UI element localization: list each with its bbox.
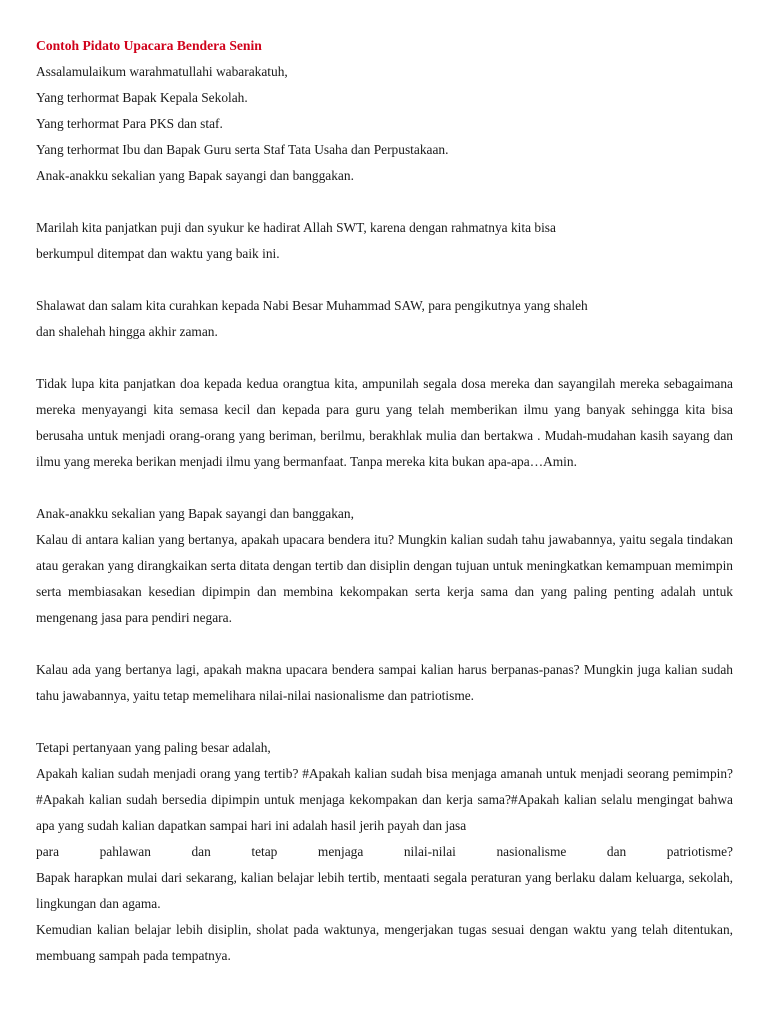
paragraph-gap bbox=[36, 345, 733, 371]
praise-block bbox=[36, 215, 733, 267]
shalawat-line: dan shalehah hingga akhir zaman. bbox=[36, 324, 218, 339]
shalawat-line: Shalawat dan salam kita curahkan kepada Nabi Besar Muhammad SAW, para pengikutnya yang shaleh bbox=[36, 298, 588, 313]
paragraph-gap bbox=[36, 267, 733, 293]
ceremony-paragraph: Kalau di antara kalian yang bertanya, apakah upacara bendera itu? Mungkin kalian sudah tahu jawabannya, yaitu segala tindakan atau gerakan yang dirangkaikan serta ditata dengan tertib dan disiplin dengan tujuan untuk meningkatkan kemampuan memimpin serta membiasakan kesedian dipimpin dan membina kekompakan serta kerja sama dan yang paling penting adalah untuk mengenang jasa para pendiri negara. bbox=[36, 532, 733, 625]
paragraph-gap bbox=[36, 475, 733, 501]
discipline-paragraph: Kemudian kalian belajar lebih disiplin, sholat pada waktunya, mengerjakan tugas sesuai dengan waktu yang telah ditentukan, membuang sampah pada tempatnya. bbox=[36, 922, 733, 963]
paragraph-gap bbox=[36, 631, 733, 657]
praise-line: berkumpul ditempat dan waktu yang baik ini. bbox=[36, 246, 280, 261]
greeting-line: Yang terhormat Bapak Kepala Sekolah. bbox=[36, 90, 248, 105]
prayer-paragraph: Tidak lupa kita panjatkan doa kepada kedua orangtua kita, ampunilah segala dosa mereka dan sayangilah mereka sebagaimana mereka menyayangi kita semasa kecil dan kepada para guru yang telah memberikan ilmu yang banyak sehingga kita bisa berusaha untuk menjadi orang-orang yang beriman, berilmu, berakhlak mulia dan bertakwa . Mudah-mudahan kasih sayang dan ilmu yang mereka berikan menjadi ilmu yang bermanfaat. Tanpa mereka kita bukan apa-apa…Amin. bbox=[36, 376, 733, 469]
question-intro: Tetapi pertanyaan yang paling besar adalah, bbox=[36, 740, 271, 755]
greeting-line: Yang terhormat Para PKS dan staf. bbox=[36, 116, 223, 131]
meaning-paragraph: Kalau ada yang bertanya lagi, apakah makna upacara bendera sampai kalian harus berpanas-panas? Mungkin juga kalian sudah tahu jawabannya, yaitu tetap memelihara nilai-nilai nasionalisme dan patriotisme. bbox=[36, 662, 733, 703]
paragraph-gap bbox=[36, 709, 733, 735]
greeting-line: Assalamulaikum warahmatullahi wabarakatuh, bbox=[36, 64, 288, 79]
paragraph-gap bbox=[36, 189, 733, 215]
address-line: Anak-anakku sekalian yang Bapak sayangi dan banggakan, bbox=[36, 506, 354, 521]
questions-paragraph: Apakah kalian sudah menjadi orang yang tertib? #Apakah kalian sudah bisa menjaga amanah untuk menjadi seorang pemimpin? #Apakah kalian sudah bersedia dipimpin untuk menjaga kekompakan dan kerja sama?#Apakah kalian selalu mengingat bahwa apa yang sudah kalian dapatkan sampai hari ini adalah hasil jerih payah dan jasa bbox=[36, 766, 733, 833]
hope-paragraph: Bapak harapkan mulai dari sekarang, kalian belajar lebih tertib, mentaati segala peraturan yang berlaku dalam keluarga, sekolah, lingkungan dan agama. bbox=[36, 870, 733, 911]
greeting-line: Yang terhormat Ibu dan Bapak Guru serta Staf Tata Usaha dan Perpustakaan. bbox=[36, 142, 449, 157]
shalawat-block bbox=[36, 293, 733, 345]
questions-last-line: para pahlawan dan tetap menjaga nilai-nilai nasionalisme dan patriotisme? bbox=[36, 844, 733, 859]
greeting-block bbox=[36, 59, 733, 189]
praise-line: Marilah kita panjatkan puji dan syukur ke hadirat Allah SWT, karena dengan rahmatnya kita bisa bbox=[36, 220, 556, 235]
document-title: Contoh Pidato Upacara Bendera Senin bbox=[36, 38, 262, 53]
greeting-line: Anak-anakku sekalian yang Bapak sayangi dan banggakan. bbox=[36, 168, 354, 183]
document-page bbox=[36, 33, 733, 969]
